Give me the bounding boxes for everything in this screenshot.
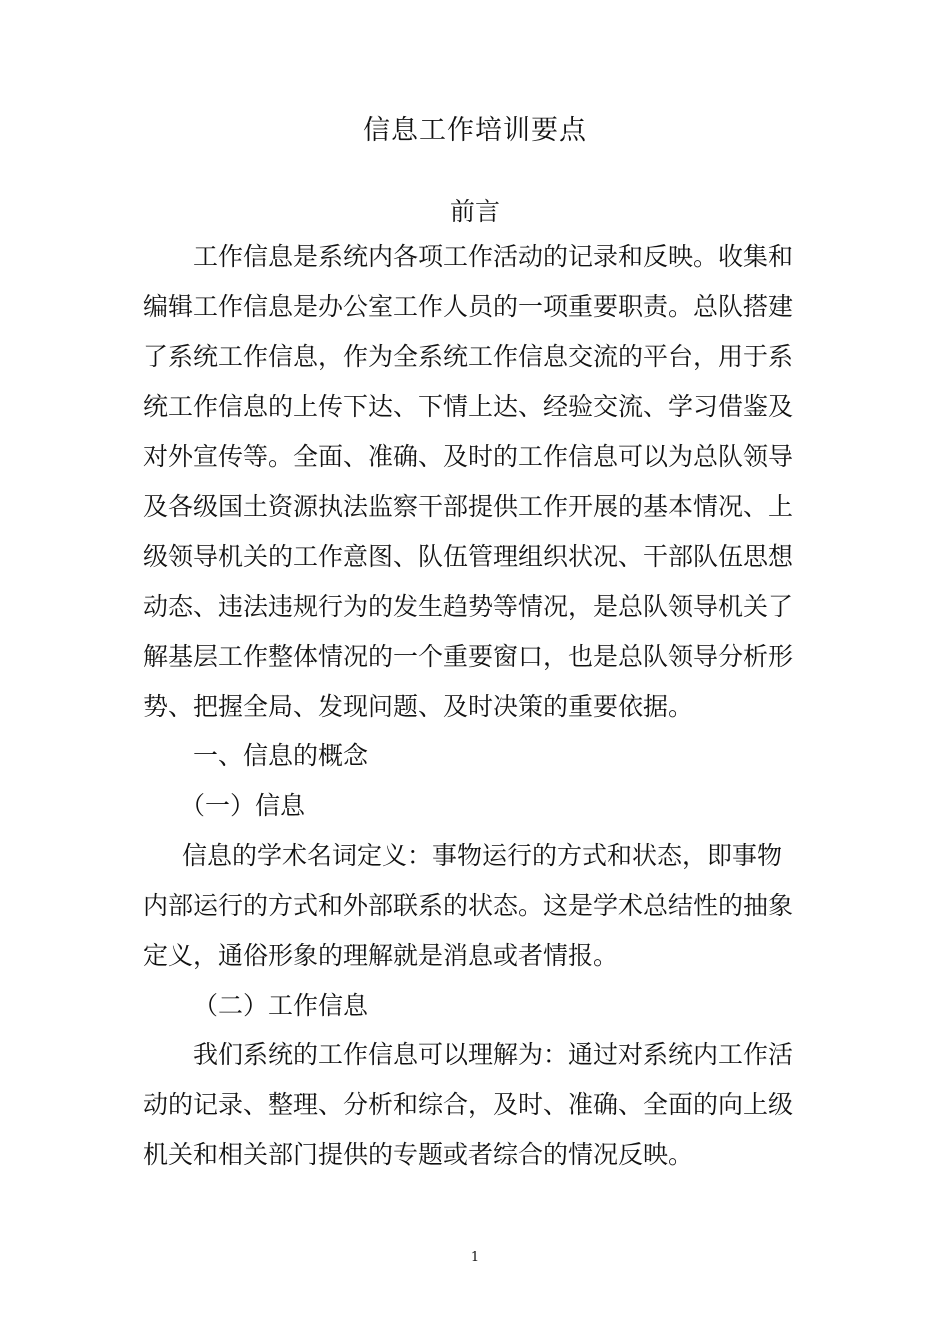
- paragraph-line: 动的记录、整理、分析和综合，及时、准确、全面的向上级: [143, 1090, 794, 1119]
- paragraph-line: 内部运行的方式和外部联系的状态。这是学术总结性的抽象: [143, 891, 794, 920]
- paragraph-line: 机关和相关部门提供的专题或者综合的情况反映。: [143, 1140, 694, 1169]
- paragraph-line: 动态、违法违规行为的发生趋势等情况，是总队领导机关了: [143, 592, 794, 621]
- paragraph-line: 编辑工作信息是办公室工作人员的一项重要职责。总队搭建: [143, 292, 794, 321]
- paragraph-line: 定义，通俗形象的理解就是消息或者情报。: [143, 941, 619, 970]
- document-title: 信息工作培训要点: [363, 115, 587, 146]
- paragraph-line: 级领导机关的工作意图、队伍管理组织状况、干部队伍思想: [143, 542, 794, 571]
- paragraph-line: 及各级国土资源执法监察干部提供工作开展的基本情况、上: [143, 492, 794, 521]
- paragraph-line: 了系统工作信息，作为全系统工作信息交流的平台，用于系: [143, 342, 794, 371]
- page-number: 1: [470, 1250, 480, 1265]
- preface-heading: 前言: [449, 197, 500, 226]
- paragraph-line: 我们系统的工作信息可以理解为：通过对系统内工作活: [193, 1040, 794, 1069]
- paragraph-line: 统工作信息的上传下达、下情上达、经验交流、学习借鉴及: [143, 392, 794, 421]
- paragraph-line: 工作信息是系统内各项工作活动的记录和反映。收集和: [193, 242, 794, 271]
- paragraph-line: 势、把握全局、发现问题、及时决策的重要依据。: [143, 692, 694, 721]
- subsection-heading: （一）信息: [180, 791, 306, 820]
- paragraph-line: 解基层工作整体情况的一个重要窗口，也是总队领导分析形: [143, 642, 794, 671]
- subsection-heading: （二）工作信息: [193, 991, 369, 1020]
- paragraph-line: 信息的学术名词定义：事物运行的方式和状态，即事物: [182, 841, 783, 870]
- section-heading: 一、信息的概念: [193, 741, 369, 770]
- paragraph-line: 对外宣传等。全面、准确、及时的工作信息可以为总队领导: [143, 442, 794, 471]
